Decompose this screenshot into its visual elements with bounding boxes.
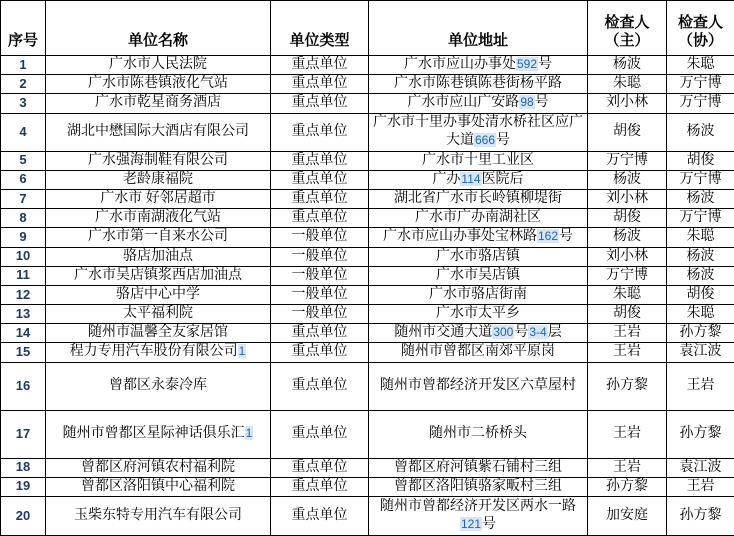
table-row xyxy=(1,266,734,285)
highlighted-number: 1 xyxy=(238,344,247,358)
header-row xyxy=(1,1,734,56)
cell-unit-address: 随州市交通大道300号3-4层 xyxy=(369,324,588,343)
cell-inspector-main: 胡俊 xyxy=(588,113,667,151)
cell-unit-address: 随州市曾都区南郊平原岗 xyxy=(369,343,588,362)
cell-unit-name: 广水强海制鞋有限公司 xyxy=(46,151,271,170)
cell-unit-address: 广水市应山广安路98号 xyxy=(369,94,588,113)
table-row xyxy=(1,189,734,208)
cell-unit-name: 太平福利院 xyxy=(46,305,271,324)
cell-inspector-assistant: 孙方黎 xyxy=(667,324,734,343)
table-row xyxy=(1,56,734,75)
cell-unit-name: 广水市第一自来水公司 xyxy=(46,228,271,247)
cell-unit-address: 广水市十里工业区 xyxy=(369,151,588,170)
cell-inspector-assistant: 万宁博 xyxy=(667,209,734,228)
cell-inspector-assistant: 朱聪 xyxy=(667,56,734,75)
cell-serial-number: 18 xyxy=(1,458,46,477)
cell-unit-address: 广水市骆店街南 xyxy=(369,285,588,304)
cell-unit-address: 随州市曾都经济开发区两水一路121号 xyxy=(369,497,588,536)
cell-inspector-assistant: 万宁博 xyxy=(667,75,734,94)
table-row xyxy=(1,113,734,151)
cell-unit-address: 随州市曾都经济开发区六草屋村 xyxy=(369,362,588,410)
cell-unit-address: 广水市应山办事处宝林路162号 xyxy=(369,228,588,247)
cell-inspector-main: 杨波 xyxy=(588,228,667,247)
table-row xyxy=(1,477,734,496)
cell-serial-number: 20 xyxy=(1,497,46,536)
cell-unit-name: 程力专用汽车股份有限公司1 xyxy=(46,343,271,362)
column-header-inspector-assistant-line2: （协） xyxy=(678,33,723,49)
highlighted-number: 666 xyxy=(474,133,496,147)
cell-serial-number: 11 xyxy=(1,266,46,285)
table-row xyxy=(1,305,734,324)
cell-unit-address: 广水市陈巷镇陈巷街杨平路 xyxy=(369,75,588,94)
table-row xyxy=(1,285,734,304)
cell-inspector-assistant: 万宁博 xyxy=(667,94,734,113)
cell-unit-address: 广办114医院后 xyxy=(369,170,588,189)
table-row xyxy=(1,94,734,113)
cell-inspector-assistant: 杨波 xyxy=(667,113,734,151)
cell-unit-type: 重点单位 xyxy=(271,94,369,113)
highlighted-number: 114 xyxy=(460,172,481,186)
cell-unit-type: 重点单位 xyxy=(271,458,369,477)
cell-serial-number: 15 xyxy=(1,343,46,362)
table-row xyxy=(1,497,734,536)
cell-inspector-assistant: 朱聪 xyxy=(667,305,734,324)
cell-unit-type: 重点单位 xyxy=(271,209,369,228)
cell-unit-name: 曾都区洛阳镇中心福利院 xyxy=(46,477,271,496)
cell-unit-name: 广水市陈巷镇液化气站 xyxy=(46,75,271,94)
cell-inspector-assistant: 万宁博 xyxy=(667,170,734,189)
cell-unit-address: 广水市太平乡 xyxy=(369,305,588,324)
cell-serial-number: 10 xyxy=(1,247,46,266)
cell-inspector-main: 孙方黎 xyxy=(588,362,667,410)
cell-inspector-main: 王岩 xyxy=(588,324,667,343)
table-row xyxy=(1,228,734,247)
cell-unit-address: 曾都区洛阳镇骆家畈村三组 xyxy=(369,477,588,496)
cell-serial-number: 19 xyxy=(1,477,46,496)
cell-unit-type: 重点单位 xyxy=(271,477,369,496)
cell-inspector-assistant: 孙方黎 xyxy=(667,497,734,536)
cell-unit-name: 随州市曾都区星际神话俱乐汇1 xyxy=(46,410,271,458)
cell-unit-name: 骆店中心中学 xyxy=(46,285,271,304)
cell-unit-address: 广水市应山办事处592号 xyxy=(369,56,588,75)
cell-inspector-main: 万宁博 xyxy=(588,266,667,285)
cell-serial-number: 8 xyxy=(1,209,46,228)
cell-unit-address: 曾都区府河镇紫石铺村三组 xyxy=(369,458,588,477)
table-row xyxy=(1,324,734,343)
cell-unit-name: 随州市温馨全友家居馆 xyxy=(46,324,271,343)
cell-unit-type: 一般单位 xyxy=(271,305,369,324)
cell-serial-number: 1 xyxy=(1,56,46,75)
cell-serial-number: 6 xyxy=(1,170,46,189)
cell-unit-type: 一般单位 xyxy=(271,266,369,285)
table-row xyxy=(1,151,734,170)
table-header xyxy=(1,1,734,56)
cell-inspector-main: 王岩 xyxy=(588,458,667,477)
cell-unit-type: 一般单位 xyxy=(271,247,369,266)
cell-serial-number: 12 xyxy=(1,285,46,304)
cell-inspector-main: 杨波 xyxy=(588,56,667,75)
table-row xyxy=(1,458,734,477)
highlighted-number: 121 xyxy=(460,517,482,531)
cell-inspector-assistant: 胡俊 xyxy=(667,285,734,304)
column-header-unit-type: 单位类型 xyxy=(271,1,369,56)
column-header-serial-number: 序号 xyxy=(1,1,46,56)
highlighted-number: 592 xyxy=(516,57,538,71)
cell-inspector-assistant: 王岩 xyxy=(667,477,734,496)
cell-serial-number: 2 xyxy=(1,75,46,94)
cell-inspector-main: 孙方黎 xyxy=(588,477,667,496)
cell-unit-address: 随州市二桥桥头 xyxy=(369,410,588,458)
cell-unit-name: 曾都区府河镇农村福利院 xyxy=(46,458,271,477)
cell-inspector-main: 胡俊 xyxy=(588,305,667,324)
cell-inspector-main: 刘小林 xyxy=(588,189,667,208)
cell-unit-name: 广水市乾星商务酒店 xyxy=(46,94,271,113)
cell-unit-address: 广水市吴店镇 xyxy=(369,266,588,285)
table-row xyxy=(1,343,734,362)
cell-inspector-assistant: 杨波 xyxy=(667,266,734,285)
highlighted-number: 98 xyxy=(519,95,534,109)
cell-inspector-assistant: 王岩 xyxy=(667,362,734,410)
cell-unit-type: 重点单位 xyxy=(271,343,369,362)
cell-unit-name: 广水市南湖液化气站 xyxy=(46,209,271,228)
column-header-unit-name: 单位名称 xyxy=(46,1,271,56)
cell-unit-type: 一般单位 xyxy=(271,228,369,247)
column-header-unit-address: 单位地址 xyxy=(369,1,588,56)
cell-unit-name: 曾都区永泰冷库 xyxy=(46,362,271,410)
cell-inspector-assistant: 朱聪 xyxy=(667,228,734,247)
highlighted-number: 162 xyxy=(537,229,559,243)
cell-serial-number: 9 xyxy=(1,228,46,247)
cell-inspector-main: 朱聪 xyxy=(588,285,667,304)
cell-inspector-assistant: 袁江波 xyxy=(667,343,734,362)
cell-unit-type: 一般单位 xyxy=(271,285,369,304)
cell-unit-name: 老龄康福院 xyxy=(46,170,271,189)
column-header-inspector-assistant xyxy=(667,1,734,56)
column-header-inspector-assistant-line1: 检查人 xyxy=(678,15,723,31)
cell-unit-type: 重点单位 xyxy=(271,113,369,151)
cell-serial-number: 17 xyxy=(1,410,46,458)
table-row xyxy=(1,75,734,94)
cell-inspector-main: 杨波 xyxy=(588,170,667,189)
cell-inspector-main: 加安庭 xyxy=(588,497,667,536)
highlighted-number: 3-4 xyxy=(528,325,547,339)
cell-inspector-main: 刘小林 xyxy=(588,247,667,266)
table-row xyxy=(1,410,734,458)
cell-unit-type: 重点单位 xyxy=(271,410,369,458)
cell-inspector-main: 王岩 xyxy=(588,410,667,458)
cell-unit-type: 重点单位 xyxy=(271,151,369,170)
cell-inspector-main: 胡俊 xyxy=(588,209,667,228)
cell-inspector-main: 朱聪 xyxy=(588,75,667,94)
cell-unit-name: 广水市 好邻居超市 xyxy=(46,189,271,208)
highlighted-number: 300 xyxy=(492,325,514,339)
table-row xyxy=(1,209,734,228)
cell-unit-type: 重点单位 xyxy=(271,362,369,410)
cell-inspector-assistant: 杨波 xyxy=(667,189,734,208)
cell-unit-type: 重点单位 xyxy=(271,324,369,343)
cell-unit-name: 广水市吴店镇浆西店加油点 xyxy=(46,266,271,285)
cell-unit-type: 重点单位 xyxy=(271,170,369,189)
cell-unit-type: 重点单位 xyxy=(271,497,369,536)
cell-unit-type: 重点单位 xyxy=(271,75,369,94)
cell-unit-address: 广水市十里办事处清水桥社区应广大道666号 xyxy=(369,113,588,151)
cell-inspector-main: 王岩 xyxy=(588,343,667,362)
cell-serial-number: 5 xyxy=(1,151,46,170)
cell-serial-number: 3 xyxy=(1,94,46,113)
table-row xyxy=(1,247,734,266)
cell-inspector-assistant: 胡俊 xyxy=(667,151,734,170)
cell-serial-number: 4 xyxy=(1,113,46,151)
table-row xyxy=(1,170,734,189)
column-header-inspector-main xyxy=(588,1,667,56)
highlighted-number: 1 xyxy=(245,426,254,440)
cell-inspector-main: 刘小林 xyxy=(588,94,667,113)
cell-serial-number: 16 xyxy=(1,362,46,410)
cell-unit-address: 广水市骆店镇 xyxy=(369,247,588,266)
cell-unit-address: 湖北省广水市长岭镇柳堤街 xyxy=(369,189,588,208)
cell-unit-name: 广水市人民法院 xyxy=(46,56,271,75)
table-row xyxy=(1,362,734,410)
column-header-inspector-main-line2: （主） xyxy=(604,33,649,49)
cell-inspector-assistant: 杨波 xyxy=(667,247,734,266)
cell-unit-name: 湖北中懋国际大酒店有限公司 xyxy=(46,113,271,151)
table-body xyxy=(1,56,734,536)
cell-unit-type: 重点单位 xyxy=(271,56,369,75)
column-header-inspector-main-line1: 检查人 xyxy=(604,15,649,31)
cell-unit-name: 玉柴东特专用汽车有限公司 xyxy=(46,497,271,536)
cell-serial-number: 13 xyxy=(1,305,46,324)
cell-serial-number: 14 xyxy=(1,324,46,343)
cell-unit-type: 重点单位 xyxy=(271,189,369,208)
cell-unit-name: 骆店加油点 xyxy=(46,247,271,266)
cell-inspector-assistant: 袁江波 xyxy=(667,458,734,477)
cell-serial-number: 7 xyxy=(1,189,46,208)
cell-inspector-assistant: 孙方黎 xyxy=(667,410,734,458)
cell-unit-address: 广水市广办南湖社区 xyxy=(369,209,588,228)
cell-inspector-main: 万宁博 xyxy=(588,151,667,170)
